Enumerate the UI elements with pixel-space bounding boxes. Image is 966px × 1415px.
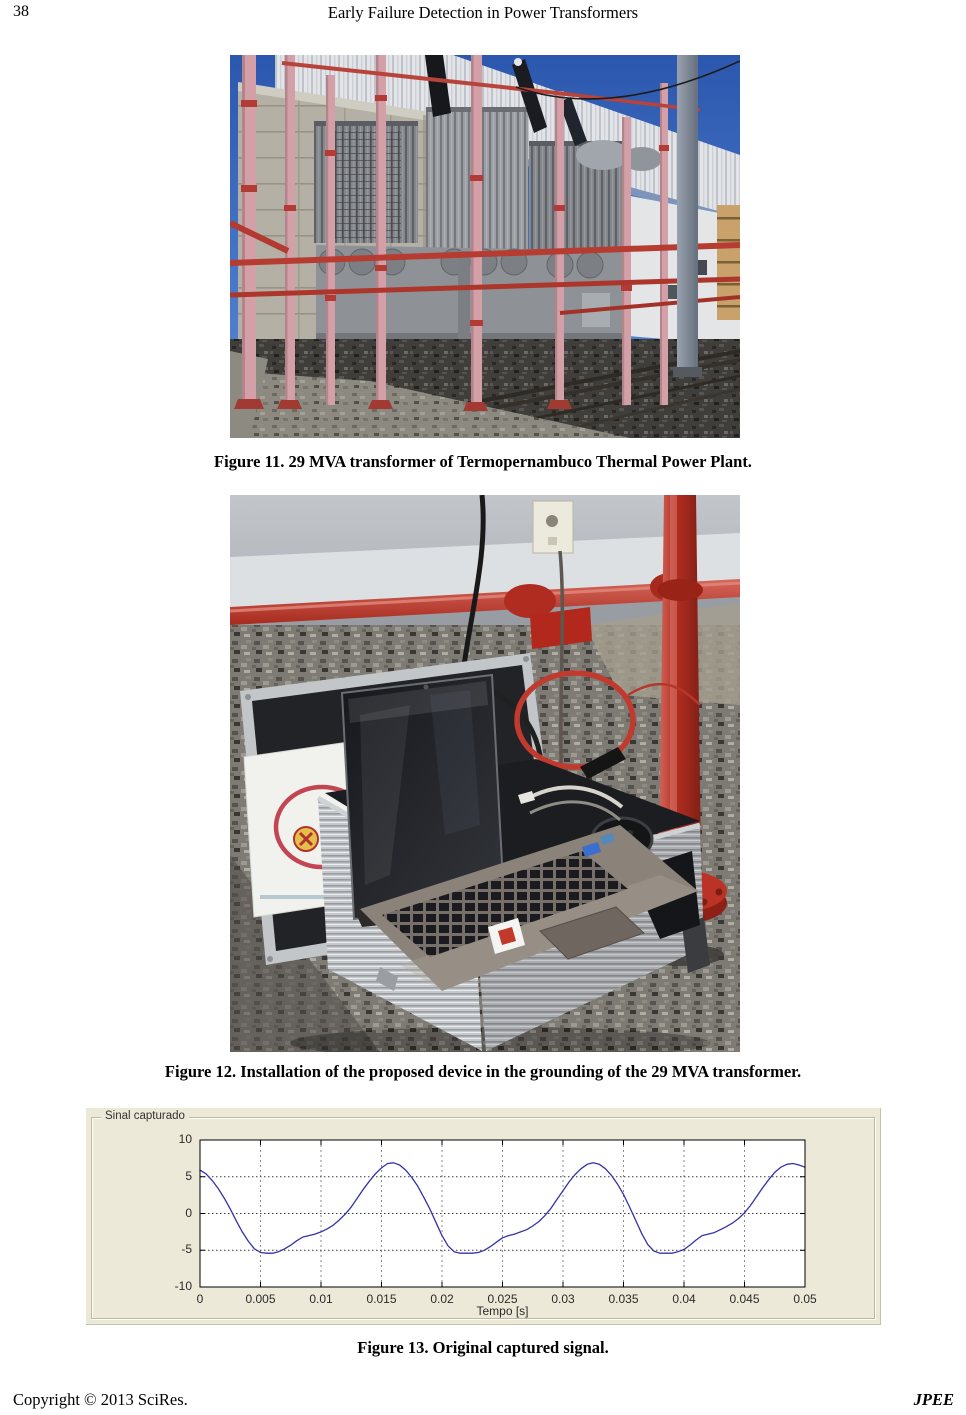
y-tick-label: 0 [185,1205,192,1220]
x-tick-label: 0.03 [551,1292,575,1306]
x-tick-label: 0 [196,1292,204,1306]
y-tick-label: 10 [178,1132,192,1146]
signal-panel [85,1107,881,1325]
x-tick-label: 0.005 [245,1292,276,1306]
x-tick-label: 0.015 [366,1292,397,1306]
x-tick-label: 0.05 [793,1292,817,1306]
x-tick-label: 0.02 [430,1292,454,1306]
installation-photo-graphic [230,495,740,1052]
y-tick-label: -5 [181,1242,192,1257]
figure11-photo [230,55,740,438]
page-number: 38 [13,3,29,20]
x-tick-label: 0.035 [608,1292,639,1306]
y-tick-label: 5 [185,1168,192,1183]
footer-copyright: Copyright © 2013 SciRes. [13,1390,188,1409]
tick-layer [85,1107,881,1325]
figure13-caption: Figure 13. Original captured signal. [357,1338,609,1357]
y-tick-label: -10 [174,1279,192,1293]
footer-journal: JPEE [913,1390,954,1409]
steel-pole [673,55,702,377]
signal-groupbox-label: Sinal capturado [101,1110,189,1122]
outlet-box [533,501,573,553]
figure12-caption: Figure 12. Installation of the proposed device in the grounding of the 29 MVA transformer. [164,1062,802,1081]
running-title: Early Failure Detection in Power Transformers [327,3,639,22]
figure11-caption: Figure 11. 29 MVA transformer of Termopernambuco Thermal Power Plant. [214,452,752,471]
figure12-photo [230,495,740,1052]
x-tick-label: 0.04 [672,1292,696,1306]
x-axis-label: Tempo [s] [476,1304,529,1318]
x-tick-label: 0.025 [487,1292,518,1306]
x-tick-label: 0.045 [729,1292,760,1306]
x-tick-label: 0.01 [309,1292,333,1306]
transformer-photo-graphic [230,55,740,438]
